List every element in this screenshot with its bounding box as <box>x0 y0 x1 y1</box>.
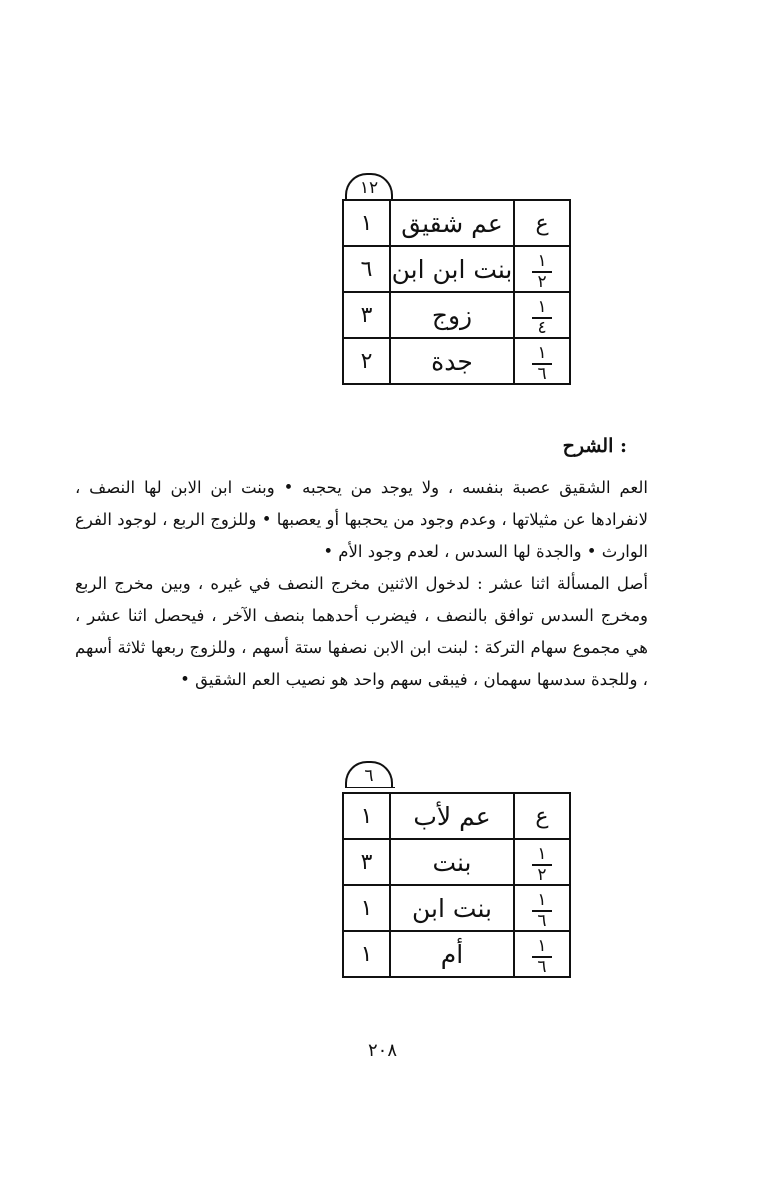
fraction-numerator: ١ <box>537 251 547 271</box>
explanation-paragraph-2: أصل المسألة اثنا عشر : لدخول الاثنين مخرج النصف في غيره ، وبين مخرج الربع ومخرج السدس توافق بالنصف ، فيضرب أحدهما بنصف الآخر ، فيحصل اثنا عشر ، هي مجموع سهام التركة : لبنت ابن الابن نصفها ستة أسهم ، وللزوج ربعها ثلاثة أسهم ، وللجدة سدسها سهمان ، فيبقى سهم واحد هو نصيب العم الشقيق • <box>75 574 648 689</box>
share-fraction <box>514 292 570 338</box>
row-value: ٣ <box>343 839 390 885</box>
share-fraction <box>514 246 570 292</box>
explanation-heading: الشرح : <box>562 435 627 457</box>
fraction-denominator: ٦ <box>537 911 547 931</box>
row-value: ٢ <box>343 338 390 384</box>
heir-name: عم شقيق <box>390 200 514 246</box>
table2-base-value: ٦ <box>364 766 374 786</box>
heir-name: بنت ابن <box>390 885 514 931</box>
share-residuary: ع <box>514 200 570 246</box>
share-fraction <box>514 885 570 931</box>
page-number: ٢٠٨ <box>367 1040 397 1061</box>
share-fraction <box>514 931 570 977</box>
fraction-numerator: ١ <box>537 844 547 864</box>
fraction-denominator: ٦ <box>537 957 547 977</box>
fraction-numerator: ١ <box>537 343 547 363</box>
heir-name: عم لأب <box>390 793 514 839</box>
fraction-numerator: ١ <box>537 936 547 956</box>
fraction-denominator: ٦ <box>537 364 547 384</box>
heir-name: أم <box>390 931 514 977</box>
fraction-numerator: ١ <box>537 297 547 317</box>
table1-base-value: ١٢ <box>359 178 379 198</box>
table-row <box>343 793 570 839</box>
fraction-denominator: ٤ <box>537 318 547 338</box>
heir-name: بنت <box>390 839 514 885</box>
table-row <box>343 292 570 338</box>
explanation-paragraph-1: العم الشقيق عصبة بنفسه ، ولا يوجد من يحجبه • وبنت ابن الابن لها النصف ، لانفرادها عن مثيلاتها ، وعدم وجود من يحجبها أو يعصبها • وللزوج الربع ، لوجود الفرع الوارث • والجدة لها السدس ، لعدم وجود الأم • <box>75 478 648 561</box>
table2-base-line <box>345 787 395 788</box>
share-fraction <box>514 839 570 885</box>
table2-base <box>345 761 393 787</box>
table-row <box>343 885 570 931</box>
heir-name: زوج <box>390 292 514 338</box>
table1-base <box>345 173 393 199</box>
share-residuary: ع <box>514 793 570 839</box>
table-row <box>343 338 570 384</box>
table-row <box>343 839 570 885</box>
fraction-denominator: ٢ <box>537 865 547 885</box>
fraction-numerator: ١ <box>537 890 547 910</box>
table-row <box>343 200 570 246</box>
row-value: ١ <box>343 931 390 977</box>
row-value: ٦ <box>343 246 390 292</box>
row-value: ١ <box>343 793 390 839</box>
heir-name: جدة <box>390 338 514 384</box>
share-fraction <box>514 338 570 384</box>
table-row <box>343 931 570 977</box>
row-value: ٣ <box>343 292 390 338</box>
inheritance-table-1 <box>342 199 571 385</box>
row-value: ١ <box>343 200 390 246</box>
fraction-denominator: ٢ <box>537 272 547 292</box>
row-value: ١ <box>343 885 390 931</box>
table-row <box>343 246 570 292</box>
heir-name: بنت ابن ابن <box>390 246 514 292</box>
inheritance-table-2 <box>342 792 571 978</box>
